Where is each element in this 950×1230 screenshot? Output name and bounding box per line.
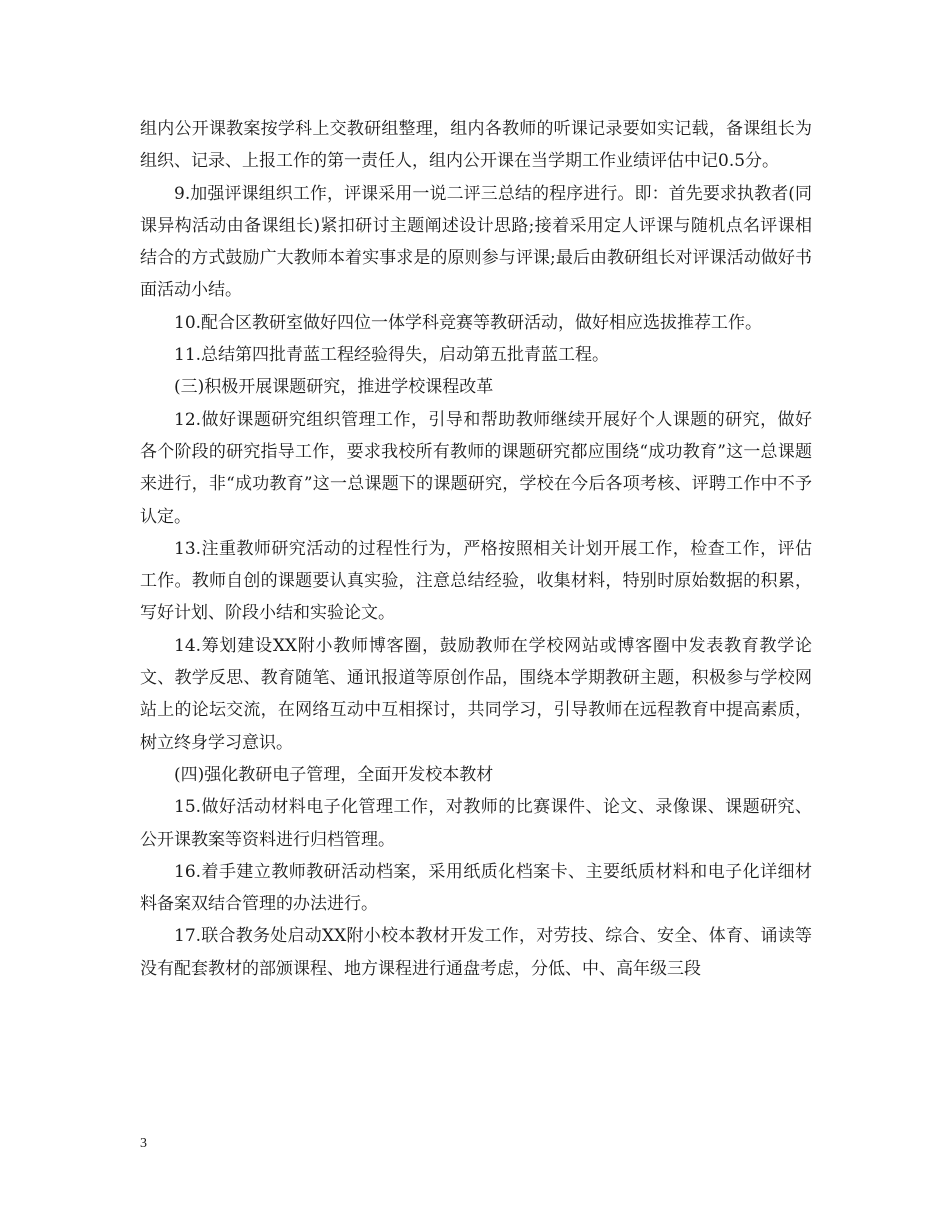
section-heading-4: (四)强化教研电子管理，全面开发校本教材	[174, 764, 494, 785]
paragraph-item-9: 9.加强评课组织工作，评课采用一说二评三总结的程序进行。即：首先要求执教者(同课异构活动由备课组长)紧扣研讨主题阐述设计思路;接着采用定人评课与随机点名评课相结合的方式鼓励广大教师本着实事求是的原则参与评课;最后由教研组长对评课活动做好书面活动小结。	[140, 183, 812, 301]
paragraph-item-15: 15.做好活动材料电子化管理工作，对教师的比赛课件、论文、录像课、课题研究、公开课教案等资料进行归档管理。	[140, 797, 812, 850]
section-heading-3: (三)积极开展课题研究，推进学校课程改革	[174, 377, 494, 398]
paragraph-item-16: 16.着手建立教师教研活动档案，采用纸质化档案卡、主要纸质材料和电子化详细材料备案双结合管理的办法进行。	[140, 861, 812, 915]
paragraph-item-17: 17.联合教务处启动XX附小校本教材开发工作，对劳技、综合、安全、体育、诵读等没有配套教材的部颁课程、地方课程进行通盘考虑，分低、中、高年级三段	[140, 926, 812, 979]
paragraph-item-10: 10.配合区教研室做好四位一体学科竞赛等教研活动，做好相应选拔推荐工作。	[174, 312, 763, 333]
paragraph-item-13: 13.注重教师研究活动的过程性行为，严格按照相关计划开展工作，检查工作，评估工作。教师自创的课题要认真实验，注意总结经验，收集材料，特别时原始数据的积累，写好计划、阶段小结和实验论文。	[140, 538, 812, 624]
document-body	[140, 113, 812, 985]
paragraph-continuation: 组内公开课教案按学科上交教研组整理，组内各教师的听课记录要如实记载，备课组长为组织、记录、上报工作的第一责任人，组内公开课在当学期工作业绩评估中记0.5分。	[140, 119, 812, 172]
paragraph-item-14: 14.筹划建设XX附小教师博客圈，鼓励教师在学校网站或博客圈中发表教育教学论文、教学反思、教育随笔、通讯报道等原创作品，围绕本学期教研主题，积极参与学校网站上的论坛交流，在网络互动中互相探讨，共同学习，引导教师在远程教育中提高素质，树立终身学习意识。	[140, 635, 812, 753]
page-number: 3	[140, 1136, 147, 1151]
paragraph-item-12: 12.做好课题研究组织管理工作，引导和帮助教师继续开展好个人课题的研究，做好各个阶段的研究指导工作，要求我校所有教师的课题研究都应围绕“成功教育”这一总课题来进行，非“成功教育”这一总课题下的课题研究，学校在今后各项考核、评聘工作中不予认定。	[140, 409, 812, 527]
paragraph-item-11: 11.总结第四批青蓝工程经验得失，启动第五批青蓝工程。	[174, 345, 610, 366]
